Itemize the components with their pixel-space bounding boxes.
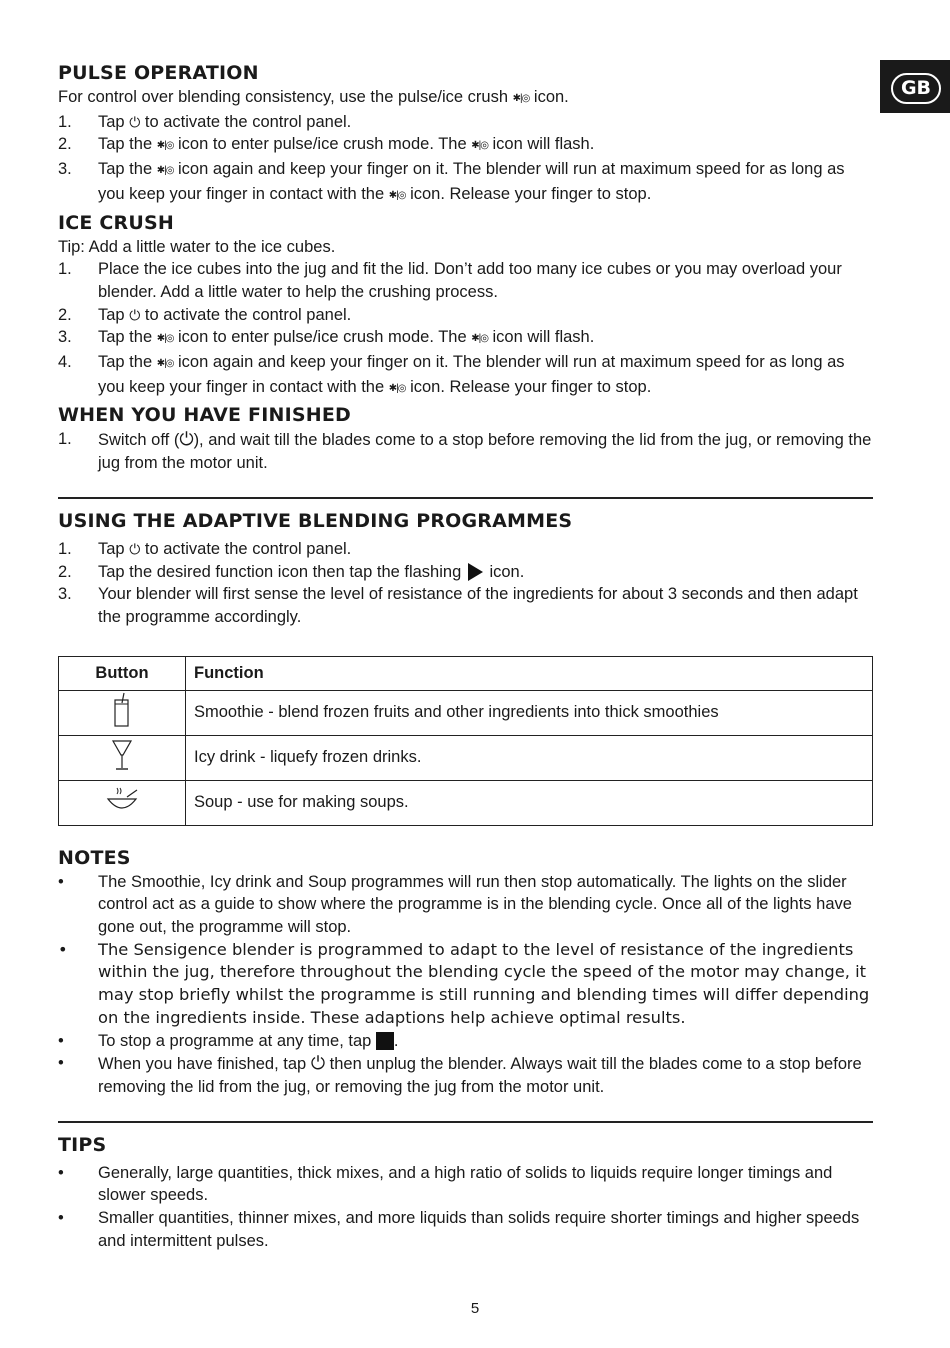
power-icon: ⏻ (129, 113, 141, 130)
section-title-tips: TIPS (58, 1133, 107, 1156)
section-title-finished: WHEN YOU HAVE FINISHED (58, 404, 351, 427)
pulse-icon: ✱|◎ (156, 358, 174, 370)
list-item: 1. Tap ⏻ to activate the control panel. (58, 538, 873, 561)
icy-drink-icon (110, 737, 134, 773)
section-title-adaptive: USING THE ADAPTIVE BLENDING PROGRAMMES (58, 509, 573, 532)
table-header-row (59, 656, 873, 690)
list-item: 4. Tap the ✱|◎ icon again and keep your finger on it. The blender will run at maximum speed for as long as you keep your finger in contact with the ✱|◎ icon. Release your finger to stop. (58, 351, 873, 400)
pulse-icon: ✱|◎ (471, 140, 488, 152)
list-item: • Generally, large quantities, thick mixes, and a high ratio of solids to liquids require longer timings and slower speeds. (58, 1163, 833, 1205)
list-item: 3. Tap the ✱|◎ icon to enter pulse/ice crush mode. The ✱|◎ icon will flash. (58, 326, 873, 351)
table-row (59, 735, 873, 780)
pulse-icon: ✱|◎ (156, 165, 174, 177)
adaptive-steps (58, 538, 873, 629)
list-item: 2. Tap ⏻ to activate the control panel. (58, 304, 873, 327)
programme-function: Icy drink - liquefy frozen drinks. (186, 735, 873, 780)
list-item: • To stop a programme at any time, tap . (58, 1031, 399, 1050)
column-header-button: Button (59, 656, 186, 690)
list-item: 1. Tap ⏻ to activate the control panel. (58, 111, 873, 134)
list-item: • The Sensigence blender is programmed to adapt to the level of resistance of the ingredients within the jug, therefore throughout the blending cycle the speed of the motor may change, it may stop briefly whilst the programme is still running and blending times will differ depending on the ingredients inside. These adaptions help achieve optimal results. (58, 939, 870, 1027)
pulse-steps (58, 111, 873, 208)
list-item: 1. Switch off (⏻), and wait till the blades come to a stop before removing the lid from the jug, or removing the jug from the motor unit. (58, 429, 872, 473)
list-item: • The Smoothie, Icy drink and Soup programmes will run then stop automatically. The lights on the slider control act as a guide to show where the programme is in the blending cycle. Once all of the lights have gone out, the programme will stop. (58, 872, 852, 937)
list-item: 2. Tap the ✱|◎ icon to enter pulse/ice crush mode. The ✱|◎ icon will flash. (58, 133, 873, 158)
power-icon: ⏻ (129, 306, 141, 323)
language-badge-label: GB (891, 73, 941, 104)
manual-page (58, 60, 873, 1253)
table-row (59, 780, 873, 825)
pulse-icon: ✱|◎ (388, 382, 406, 394)
pulse-icon: ✱|◎ (156, 140, 174, 152)
pulse-icon: ✱|◎ (388, 189, 406, 201)
programme-table (58, 656, 873, 826)
table-row (59, 690, 873, 735)
programme-function: Smoothie - blend frozen fruits and other ingredients into thick smoothies (186, 690, 873, 735)
list-item: • When you have finished, tap ⏻ then unplug the blender. Always wait till the blades come to a stop before removing the lid from the jug, or removing the jug from the motor unit. (58, 1053, 862, 1096)
power-icon: ⏻ (129, 540, 141, 557)
page-number: 5 (470, 1300, 480, 1317)
list-item: • Smaller quantities, thinner mixes, and more liquids than solids require shorter timings and higher speeds and intermittent pulses. (58, 1209, 860, 1250)
section-divider (58, 497, 873, 499)
list-item: 3. Tap the ✱|◎ icon again and keep your finger on it. The blender will run at maximum speed for as long as you keep your finger in contact with the ✱|◎ icon. Release your finger to stop. (58, 158, 873, 207)
list-item: 2. Tap the desired function icon then tap the flashing icon. (58, 562, 525, 581)
finished-steps (58, 428, 873, 474)
ice-steps (58, 258, 873, 400)
notes-list (58, 871, 873, 1099)
play-icon (468, 563, 483, 581)
list-item: 1. Place the ice cubes into the jug and fit the lid. Don’t add too many ice cubes or you may overload your blender. Add a little water to help the crushing process. (58, 260, 842, 301)
pulse-intro: For control over blending consistency, use the pulse/ice crush ✱|◎ icon. (58, 86, 873, 111)
ice-tip: Tip: Add a little water to the ice cubes. (58, 237, 336, 256)
power-icon: ⏻ (310, 1053, 326, 1074)
section-title-pulse: PULSE OPERATION (58, 62, 259, 84)
section-title-notes: NOTES (58, 846, 131, 869)
tips-list (58, 1162, 873, 1253)
section-divider (58, 1121, 873, 1123)
soup-icon (105, 785, 139, 815)
language-badge (880, 60, 950, 113)
smoothie-icon (112, 692, 132, 728)
column-header-function: Function (186, 656, 873, 690)
programme-function: Soup - use for making soups. (186, 780, 873, 825)
power-icon: ⏻ (179, 429, 194, 450)
section-title-ice-crush: ICE CRUSH (58, 211, 174, 234)
pulse-icon: ✱|◎ (471, 333, 488, 345)
pulse-icon: ✱|◎ (156, 333, 174, 345)
list-item: 3. Your blender will first sense the level of resistance of the ingredients for about 3 seconds and then adapt the programme accordingly. (58, 585, 858, 626)
stop-icon (376, 1032, 394, 1050)
pulse-icon: ✱|◎ (512, 93, 530, 104)
